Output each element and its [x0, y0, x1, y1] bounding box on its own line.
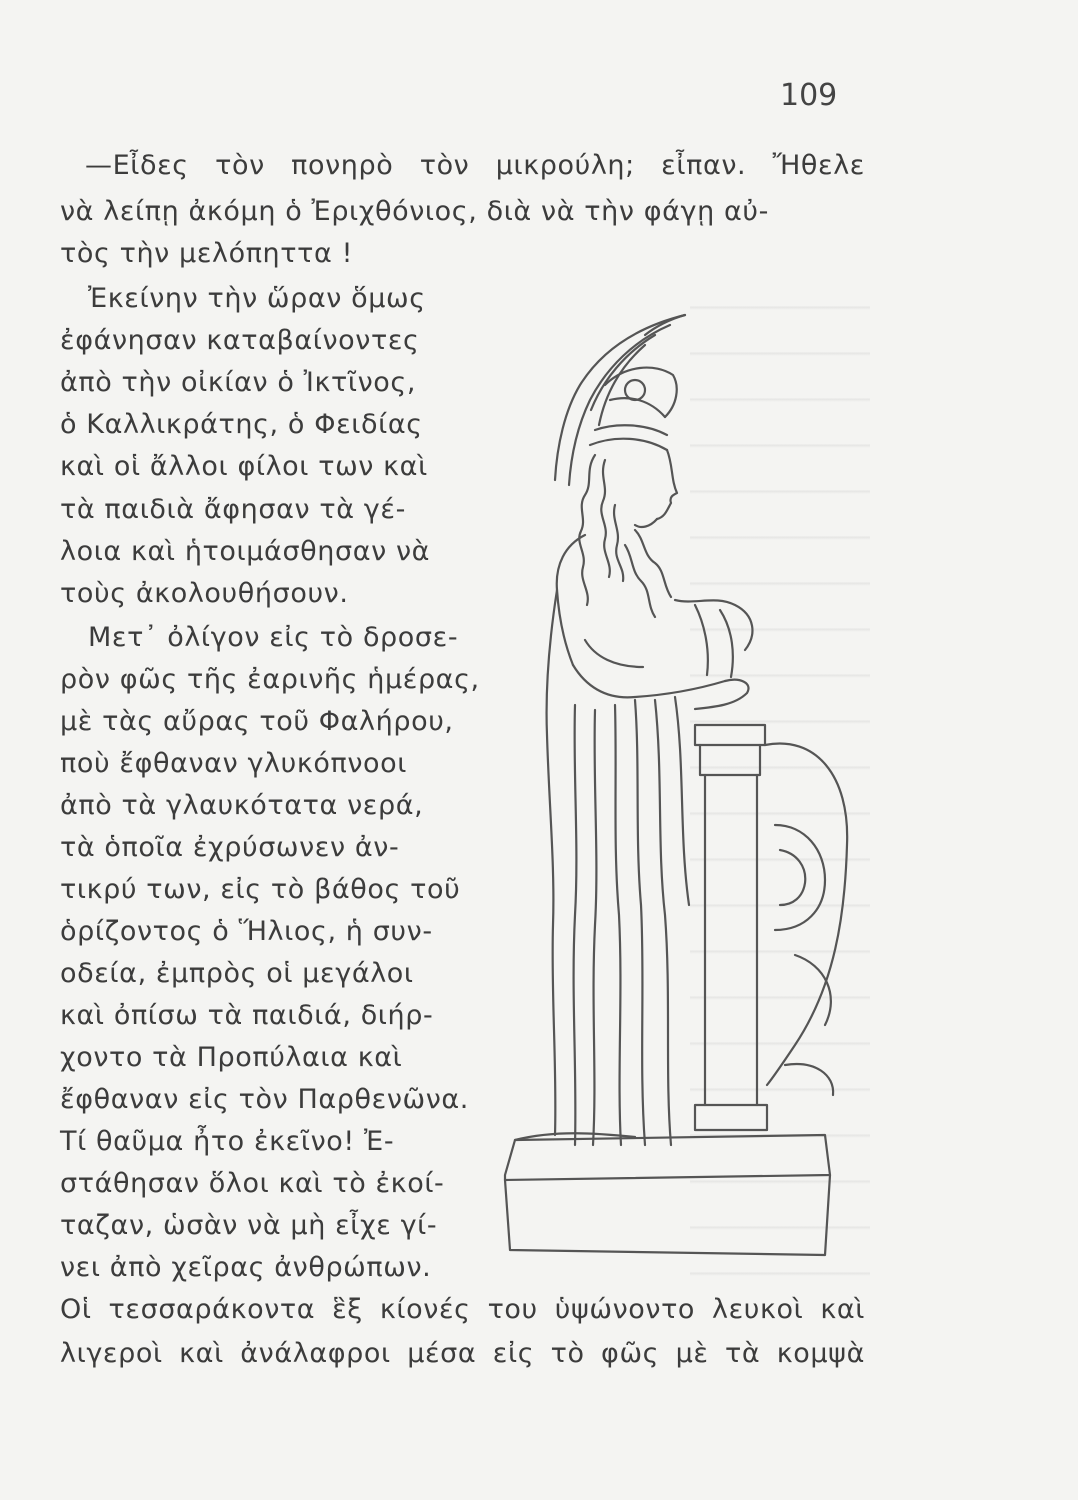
text-line: χοντο τὰ Προπύλαια καὶ — [60, 1042, 403, 1073]
text-line: ἀπὸ τὰ γλαυκότατα νερά, — [60, 790, 424, 821]
text-line: ἐφάνησαν καταβαίνοντες — [60, 325, 420, 356]
text-line: —Εἶδες τὸν πονηρὸ τὸν μικρούλη; εἶπαν. Ἤθελε — [85, 150, 865, 181]
text-line: ὁ Καλλικράτης, ὁ Φειδίας — [60, 409, 423, 440]
text-line: Ἐκείνην τὴν ὥραν ὅμως — [88, 283, 426, 314]
text-line: ἔφθαναν εἰς τὸν Παρθενῶνα. — [60, 1084, 469, 1115]
text-line: ποὺ ἔφθαναν γλυκόπνοοι — [60, 748, 407, 779]
text-line: λοια καὶ ἡτοιμάσθησαν νὰ — [60, 536, 431, 567]
text-line: τοὺς ἀκολουθήσουν. — [60, 578, 349, 609]
text-line: τικρύ των, εἰς τὸ βάθος τοῦ — [60, 874, 461, 905]
page-number: 109 — [780, 78, 838, 113]
text-line: νει ἀπὸ χεῖρας ἀνθρώπων. — [60, 1252, 432, 1283]
text-line: ταζαν, ὡσὰν νὰ μὴ εἶχε γί- — [60, 1210, 438, 1241]
text-line: ρὸν φῶς τῆς ἐαρινῆς ἡμέρας, — [60, 664, 480, 695]
text-line: οδεία, ἐμπρὸς οἱ μεγάλοι — [60, 958, 414, 989]
text-line: ὁρίζοντος ὁ Ἥλιος, ἡ συν- — [60, 916, 433, 947]
athena-statue-drawing — [495, 305, 860, 1270]
athena-statue-illustration — [495, 305, 860, 1270]
text-line: μὲ τὰς αὔρας τοῦ Φαλήρου, — [60, 706, 454, 737]
text-line: στάθησαν ὅλοι καὶ τὸ ἐκοί- — [60, 1168, 445, 1199]
text-line: Τί θαῦμα ἦτο ἐκεῖνο! Ἐ- — [60, 1126, 395, 1157]
text-line: Οἱ τεσσαράκοντα ἓξ κίονές του ὑψώνοντο λευκοὶ καὶ — [60, 1294, 865, 1325]
text-line: τὸς τὴν μελόπηττα ! — [60, 238, 353, 269]
text-line: Μετ᾿ ὀλίγον εἰς τὸ δροσε- — [88, 622, 459, 653]
text-line: τὰ παιδιὰ ἄφησαν τὰ γέ- — [60, 494, 406, 525]
text-line: τὰ ὁποῖα ἐχρύσωνεν ἀν- — [60, 832, 400, 863]
text-line: ἀπὸ τὴν οἰκίαν ὁ Ἰκτῖνος, — [60, 367, 417, 398]
text-line: καὶ οἱ ἄλλοι φίλοι των καὶ — [60, 451, 428, 482]
text-line: νὰ λείπῃ ἀκόμη ὁ Ἐριχθόνιος, διὰ νὰ τὴν φάγῃ αὐ- — [60, 196, 769, 227]
text-line: λιγεροὶ καὶ ἀνάλαφροι μέσα εἰς τὸ φῶς μὲ τὰ κομψὰ — [60, 1338, 865, 1369]
text-line: καὶ ὀπίσω τὰ παιδιά, διήρ- — [60, 1000, 434, 1031]
